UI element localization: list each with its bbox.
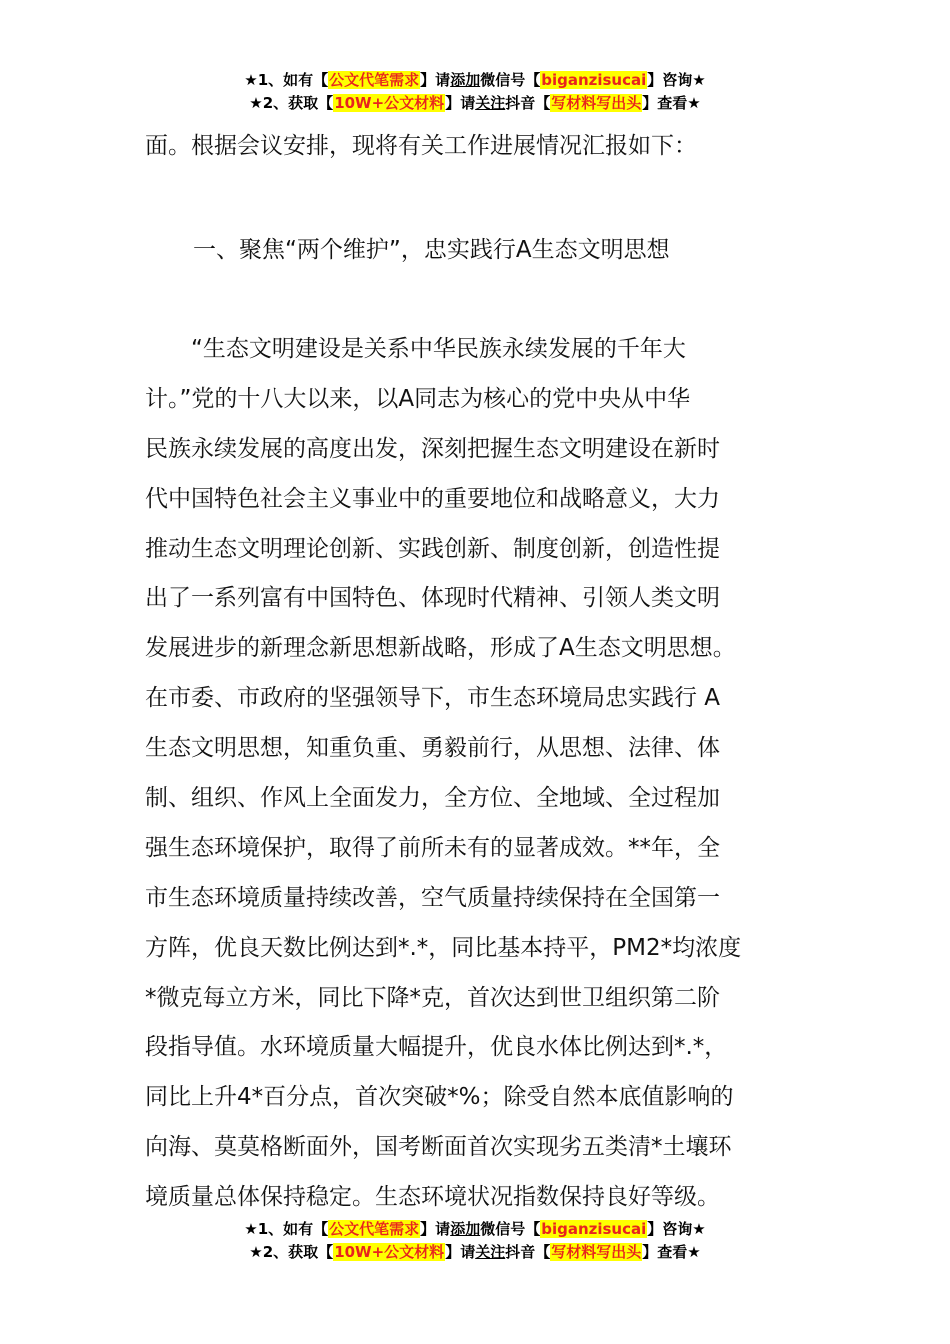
underlined-action: 关注: [475, 1243, 506, 1261]
text-line: 计。”党的十八大以来，以A同志为核心的党中央从中华: [145, 385, 691, 412]
banner-text: ★1、如有【: [244, 71, 329, 89]
text-line: 向海、莫莫格断面外，国考断面首次实现劣五类清*土壤环: [145, 1134, 732, 1161]
highlight-douyin-account: 写材料写出头: [551, 94, 642, 112]
banner-line-1: [0, 69, 950, 92]
section-heading: 一、聚焦“两个维护”，忠实践行A生态文明思想: [193, 237, 670, 263]
banner-text: ★2、获取【: [249, 1243, 334, 1261]
highlight-douyin-account: 写材料写出头: [551, 1243, 642, 1261]
text-line: 生态文明思想，知重负重、勇毅前行，从思想、法律、体: [145, 735, 720, 762]
banner-text: 抖音【: [505, 94, 551, 112]
text-line: 制、组织、作风上全面发力，全方位、全地域、全过程加: [145, 785, 720, 812]
text-line: 代中国特色社会主义事业中的重要地位和战略意义，大力: [145, 485, 720, 512]
banner-text: 】查看★: [642, 1243, 701, 1261]
banner-text: 】请: [420, 1220, 451, 1238]
highlight-materials: 10W+公文材料: [334, 1243, 445, 1261]
banner-line-2: [0, 1241, 950, 1264]
text-line: 出了一系列富有中国特色、体现时代精神、引领人类文明: [145, 585, 720, 612]
text-line: “生态文明建设是关系中华民族永续发展的千年大: [145, 336, 686, 362]
text-line: 发展进步的新理念新思想新战略，形成了A生态文明思想。: [145, 635, 736, 662]
text-line: 段指导值。水环境质量大幅提升，优良水体比例达到*.*，: [145, 1034, 728, 1061]
banner-text: 抖音【: [505, 1243, 551, 1261]
footer-banner: [0, 1218, 950, 1264]
lead-line: 面。根据会议安排，现将有关工作进展情况汇报如下：: [145, 133, 697, 159]
underlined-action: 添加: [450, 71, 481, 89]
body-paragraph: [145, 327, 835, 1225]
document-body: [145, 124, 815, 1211]
banner-line-2: [0, 92, 950, 115]
text-line: 同比上升4*百分点，首次突破*%；除受自然本底值影响的: [145, 1084, 734, 1111]
banner-text: 微信号【: [480, 71, 541, 89]
banner-text: 微信号【: [480, 1220, 541, 1238]
underlined-action: 添加: [450, 1220, 481, 1238]
text-line: 方阵，优良天数比例达到*.*，同比基本持平，PM2*均浓度: [145, 934, 742, 961]
text-line: 强生态环境保护，取得了前所未有的显著成效。**年，全: [145, 834, 720, 861]
highlight-wechat-id: biganzisucai: [541, 1220, 647, 1238]
banner-line-1: [0, 1218, 950, 1241]
text-line: 在市委、市政府的坚强领导下，市生态环境局忠实践行 A: [145, 685, 721, 712]
highlight-service: 公文代笔需求: [329, 1220, 420, 1238]
header-banner: [0, 69, 950, 115]
banner-text: 】咨询★: [647, 1220, 706, 1238]
highlight-service: 公文代笔需求: [329, 71, 420, 89]
banner-text: ★2、获取【: [249, 94, 334, 112]
highlight-materials: 10W+公文材料: [334, 94, 445, 112]
banner-text: ★1、如有【: [244, 1220, 329, 1238]
banner-text: 】请: [420, 71, 451, 89]
banner-text: 】查看★: [642, 94, 701, 112]
text-line: *微克每立方米，同比下降*克，首次达到世卫组织第二阶: [145, 984, 720, 1011]
text-line: 市生态环境质量持续改善，空气质量持续保持在全国第一: [145, 884, 720, 911]
banner-text: 】咨询★: [647, 71, 706, 89]
banner-text: 】请: [445, 1243, 476, 1261]
underlined-action: 关注: [475, 94, 506, 112]
text-line: 推动生态文明理论创新、实践创新、制度创新，创造性提: [145, 535, 720, 562]
banner-text: 】请: [445, 94, 476, 112]
highlight-wechat-id: biganzisucai: [541, 71, 647, 89]
text-line: 境质量总体保持稳定。生态环境状况指数保持良好等级。: [145, 1184, 720, 1211]
text-line: 民族永续发展的高度出发，深刻把握生态文明建设在新时: [145, 435, 720, 462]
